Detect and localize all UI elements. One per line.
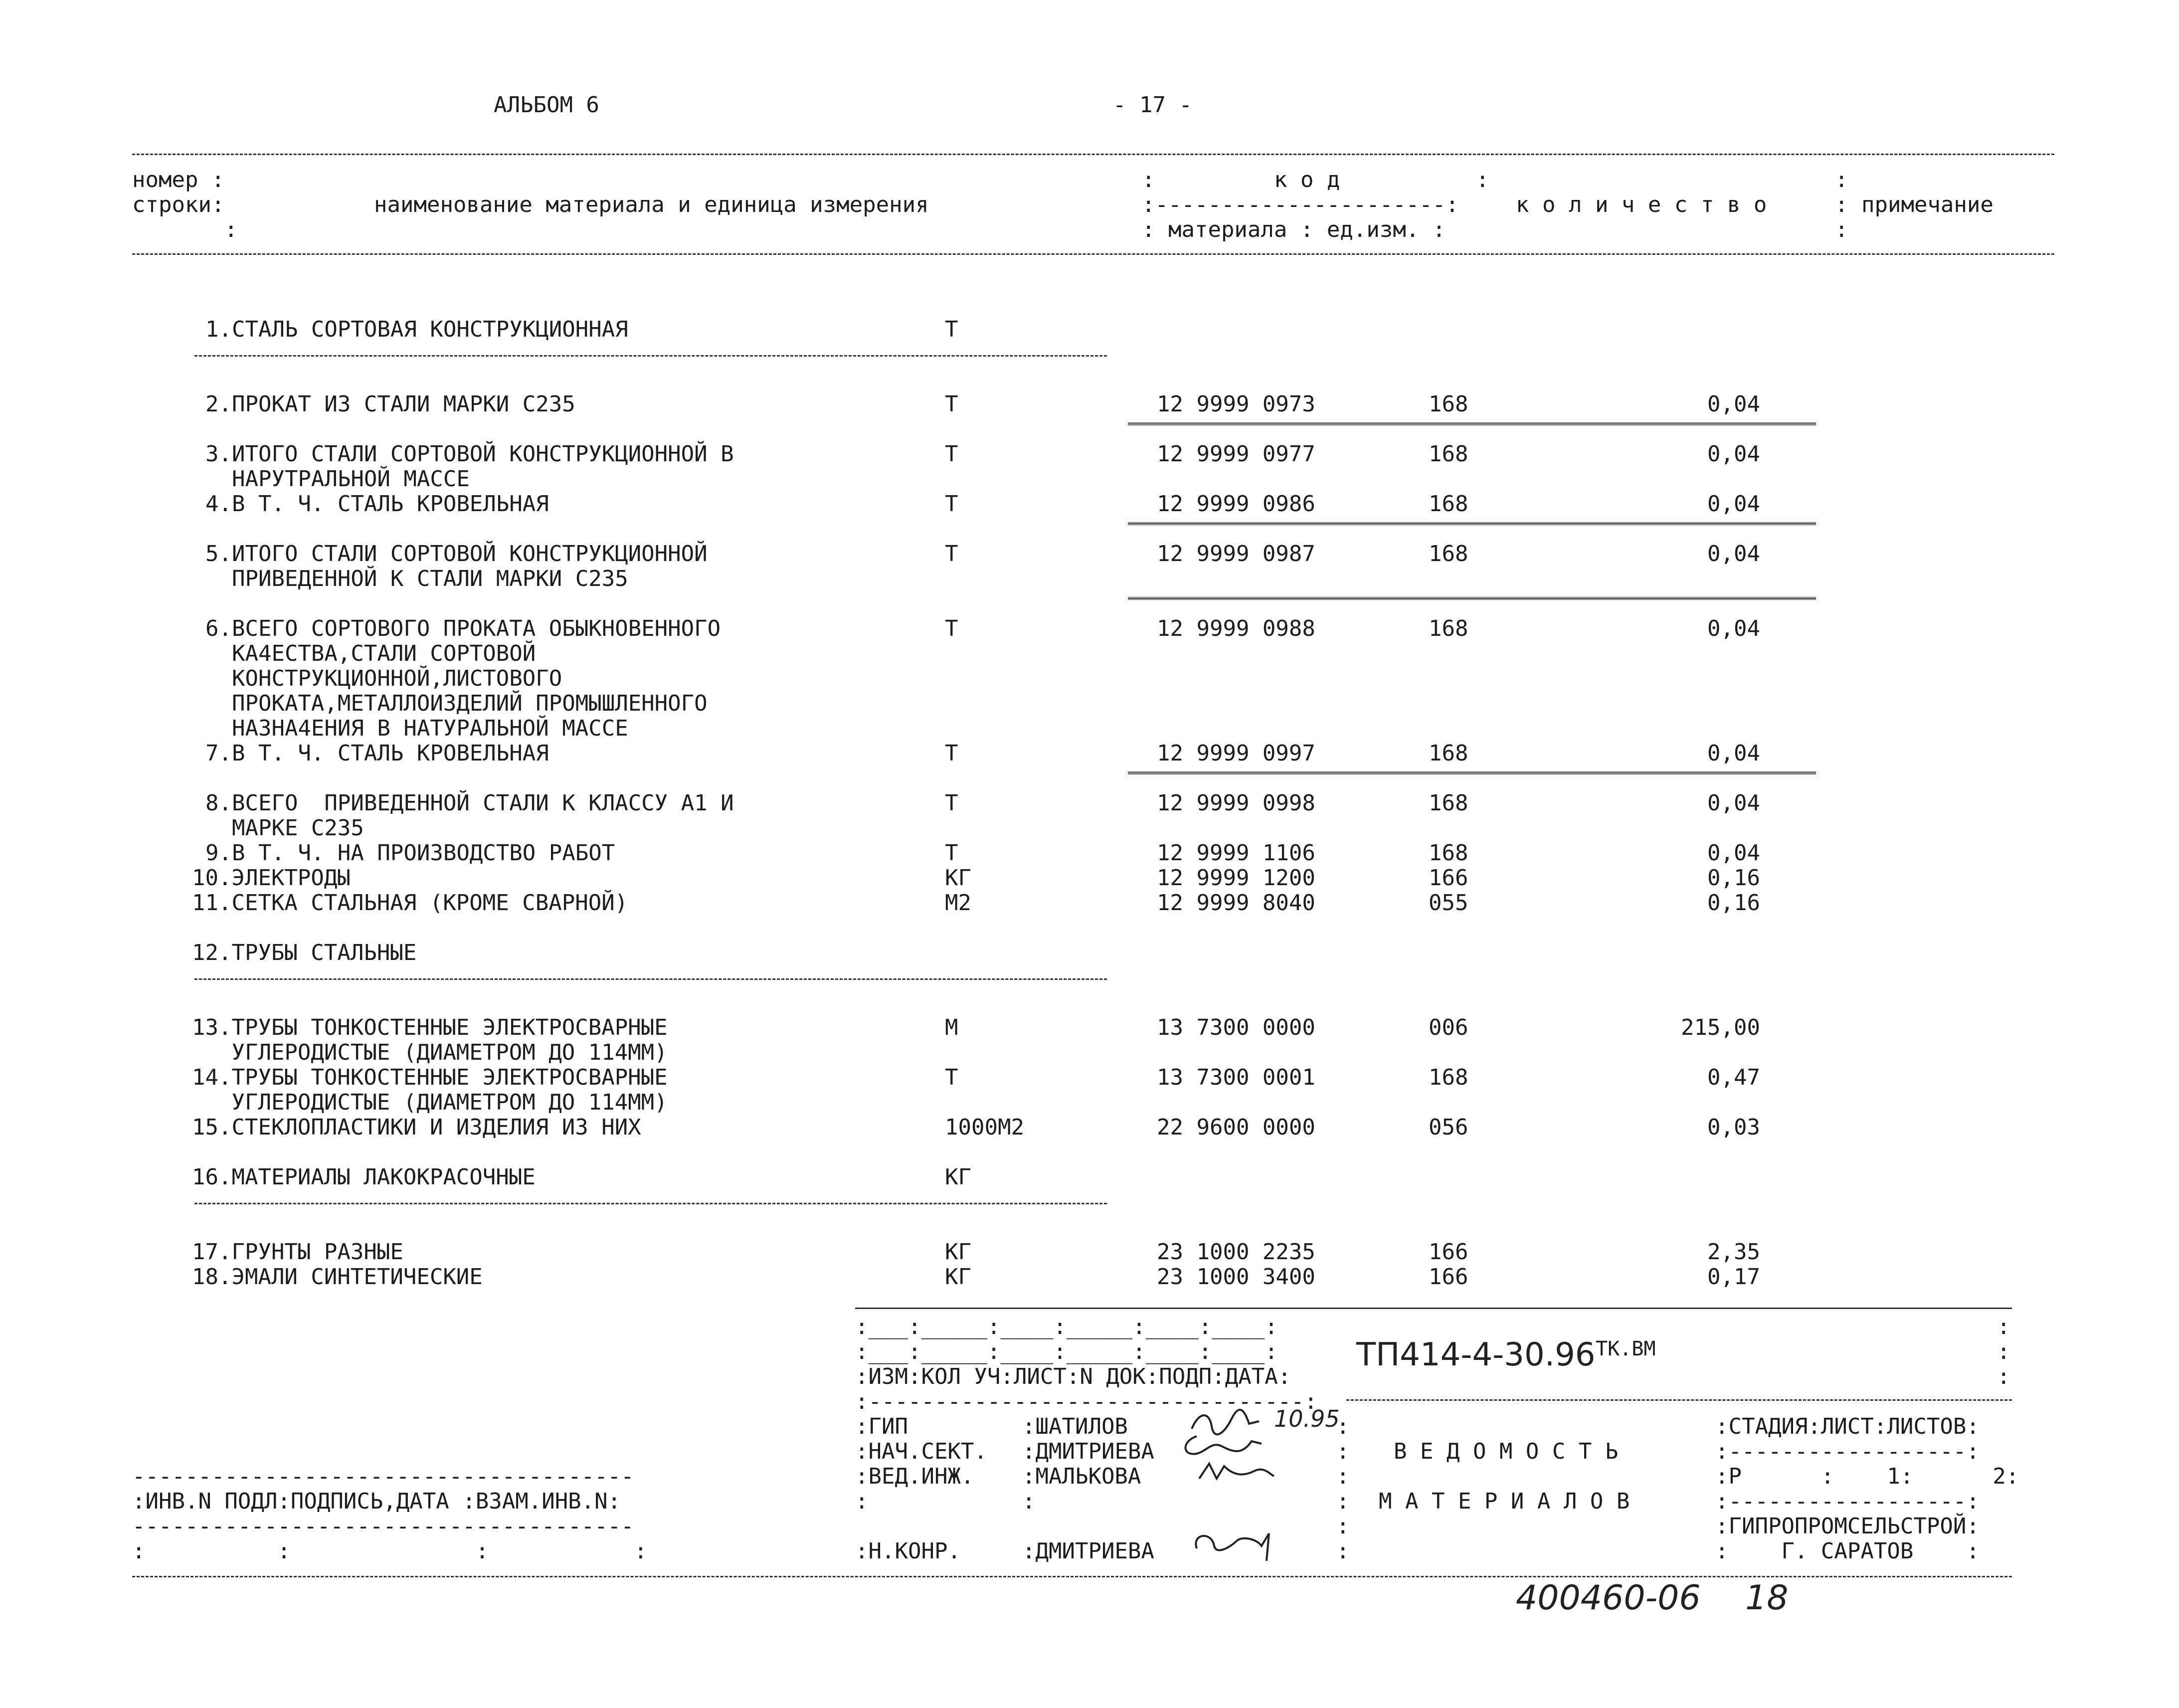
row-13-name: 13.ТРУБЫ ТОНКОСТЕННЫЕ ЭЛЕКТРОСВАРНЫЕ [192,1015,668,1040]
row-14-unit: Т [945,1065,958,1090]
stamp-mid-rule [1346,1399,2012,1401]
signature-control [1187,1523,1286,1563]
row-17-name: 17.ГРУНТЫ РАЗНЫЕ [192,1239,403,1265]
row-13-name-cont: УГЛЕРОДИСТЫЕ (ДИАМЕТРОМ ДО 114ММ) [192,1040,668,1065]
column-header-name: наименование материала и единица измерения [374,192,929,217]
doc-code-handwritten: ТП414-4-30.96 [1356,1336,1596,1373]
column-header-code-divider: :----------------------: [1142,192,1459,217]
stamp-role-gip: :ГИП [855,1414,908,1439]
row-2-name: 2.ПРОКАТ ИЗ СТАЛИ МАРКИ С235 [205,391,575,417]
stamp-name-lead: :МАЛЬКОВА [1022,1464,1141,1489]
row-14-name-cont: УГЛЕРОДИСТЫЕ (ДИАМЕТРОМ ДО 114ММ) [192,1090,668,1115]
row-18-name: 18.ЭМАЛИ СИНТЕТИЧЕСКИЕ [192,1264,483,1290]
stamp-right-colon-1: : [1997,1314,2010,1339]
signature-date: 10.95 [1274,1405,1340,1432]
row-13-unit-code: 006 [1429,1015,1468,1040]
row-15-unit: 1000М2 [945,1115,1024,1140]
stage-header: :СТАДИЯ:ЛИСТ:ЛИСТОВ: [1715,1414,1980,1439]
inventory-top-rule: -------------------------------------- [132,1464,634,1489]
row-8-quantity: 0,04 [1707,790,1760,816]
column-header-code: к о д [1274,167,1340,192]
stamp-role-lead: :ВЕД.ИНЖ. [855,1464,974,1489]
stamp-name-control: :ДМИТРИЕВА [1022,1538,1154,1564]
row-17-unit: КГ [945,1239,971,1265]
row-7-unit-code: 168 [1429,741,1468,766]
row-4-name: 4.В Т. Ч. СТАЛЬ КРОВЕЛЬНАЯ [205,491,549,517]
row-13-quantity: 215,00 [1681,1015,1760,1040]
row-9-unit: Т [945,840,958,866]
stamp-right-colon-2: : [1997,1339,2010,1364]
row-15-code: 22 9600 0000 [1157,1115,1315,1140]
row-4-quantity: 0,04 [1707,491,1760,517]
doc-code-suffix: ТК.ВМ [1596,1337,1656,1360]
row-9-unit-code: 168 [1429,840,1468,866]
row-5-unit-code: 168 [1429,541,1468,567]
album-label: АЛЬБОМ 6 [494,92,599,118]
row-10-name: 10.ЭЛЕКТРОДЫ [192,865,351,891]
row-4-code: 12 9999 0986 [1157,491,1315,517]
stamp-col-colon-3: : [1336,1464,1350,1489]
row-14-code: 13 7300 0001 [1157,1065,1315,1090]
inventory-empty-row: : : : : [132,1538,648,1564]
row-6-unit-code: 168 [1429,616,1468,641]
row-17-code: 23 1000 2235 [1157,1239,1315,1265]
row-13-unit: М [945,1015,958,1040]
stamp-blank-row-2: :___:_____:____:_____:____:____: [855,1339,1278,1364]
row-5-unit: Т [945,541,958,567]
row-11-unit-code: 055 [1429,890,1468,916]
row-7-name: 7.В Т. Ч. СТАЛЬ КРОВЕЛЬНАЯ [205,741,549,766]
row-16-unit: КГ [945,1164,971,1190]
total-rule-1 [1128,422,1816,425]
row-5-code: 12 9999 0987 [1157,541,1315,567]
group-divider-2 [194,978,1107,980]
row-8-unit: Т [945,790,958,816]
column-header-number-2: строки: [132,192,225,217]
row-9-quantity: 0,04 [1707,840,1760,866]
row-8-unit-code: 168 [1429,790,1468,816]
inventory-labels: :ИНВ.N ПОДЛ:ПОДПИСЬ,ДАТА :ВЗАМ.ИНВ.N: [132,1489,621,1514]
stamp-name-head: :ДМИТРИЕВА [1022,1439,1154,1464]
row-8-name-cont: МАРКЕ С235 [205,815,364,841]
header-bottom-rule [132,253,2054,255]
row-10-code: 12 9999 1200 [1157,865,1315,891]
row-2-unit-code: 168 [1429,391,1468,417]
column-header-number-1: номер : [132,167,225,192]
row-7-code: 12 9999 0997 [1157,741,1315,766]
column-header-number-3: : [224,217,238,242]
row-9-code: 12 9999 1106 [1157,840,1315,866]
row-17-quantity: 2,35 [1707,1239,1760,1265]
stamp-role-control: :Н.КОНР. [855,1538,961,1564]
row-5-name: 5.ИТОГО СТАЛИ СОРТОВОЙ КОНСТРУКЦИОННОЙ [205,541,708,567]
row-6-unit: Т [945,616,958,641]
row-15-name: 15.СТЕКЛОПЛАСТИКИ И ИЗДЕЛИЯ ИЗ НИХ [192,1115,641,1140]
column-header-code-sep-1: : [1142,167,1155,192]
row-6-name: 6.ВСЕГО СОРТОВОГО ПРОКАТА ОБЫКНОВЕННОГО [205,616,721,641]
row-3-name-cont: НАРУТРАЛЬНОЙ МАССЕ [205,466,470,492]
stamp-col-colon-2: : [1336,1439,1350,1464]
organization-name: :ГИПРОПРОМСЕЛЬСТРОЙ: [1715,1514,1980,1539]
group-divider-1 [194,355,1107,357]
total-rule-4 [1128,771,1816,774]
row-11-name: 11.СЕТКА СТАЛЬНАЯ (КРОМЕ СВАРНОЙ) [192,890,628,916]
row-6-name-cont-4: НАЗНА4ЕНИЯ В НАТУРАЛЬНОЙ МАССЕ [205,716,628,741]
stamp-right-colon-3: : [1997,1364,2010,1389]
row-3-name: 3.ИТОГО СТАЛИ СОРТОВОЙ КОНСТРУКЦИОННОЙ В [205,441,734,467]
stamp-col-colon-6: : [1336,1538,1350,1564]
stamp-name-blank: : [1022,1489,1036,1514]
row-3-unit: Т [945,441,958,467]
row-6-name-cont-1: КА4ЕСТВА,СТАЛИ СОРТОВОЙ [205,641,536,666]
column-header-note-sep-1: : [1835,167,1848,192]
stage-divider-2: :------------------: [1715,1489,1980,1514]
row-18-unit: КГ [945,1264,971,1290]
column-header-quantity: к о л и ч е с т в о [1516,192,1767,217]
row-6-name-cont-3: ПРОКАТА,МЕТАЛЛОИЗДЕЛИЙ ПРОМЫШЛЕННОГО [205,691,708,716]
row-11-unit: М2 [945,890,971,916]
column-header-note: : примечание [1835,192,1994,217]
row-18-unit-code: 166 [1429,1264,1468,1290]
row-1-unit: Т [945,317,958,342]
row-5-quantity: 0,04 [1707,541,1760,567]
row-14-name: 14.ТРУБЫ ТОНКОСТЕННЫЕ ЭЛЕКТРОСВАРНЫЕ [192,1065,668,1090]
row-8-code: 12 9999 0998 [1157,790,1315,816]
row-18-quantity: 0,17 [1707,1264,1760,1290]
row-1-name: 1.СТАЛЬ СОРТОВАЯ КОНСТРУКЦИОННАЯ [205,317,628,342]
row-6-code: 12 9999 0988 [1157,616,1315,641]
row-8-name: 8.ВСЕГО ПРИВЕДЕННОЙ СТАЛИ К КЛАССУ А1 И [205,790,734,816]
group-divider-3 [194,1203,1107,1204]
row-15-quantity: 0,03 [1707,1115,1760,1140]
row-4-unit-code: 168 [1429,491,1468,517]
stamp-change-header: :ИЗМ:КОЛ УЧ:ЛИСТ:N ДОК:ПОДП:ДАТА: [855,1364,1291,1389]
row-16-name: 16.МАТЕРИАЛЫ ЛАКОКРАСОЧНЫЕ [192,1164,536,1190]
document-title-1: В Е Д О М О С Т Ь [1394,1439,1619,1464]
stage-divider-1: :------------------: [1715,1439,1980,1464]
row-6-name-cont-2: КОНСТРУКЦИОННОЙ,ЛИСТОВОГО [205,666,562,691]
total-rule-2 [1128,522,1816,525]
row-2-quantity: 0,04 [1707,391,1760,417]
column-header-code-sub: : материала : ед.изм. : [1142,217,1446,242]
stamp-col-colon-4: : [1336,1489,1350,1514]
stamp-col-colon-5: : [1336,1514,1350,1539]
row-13-code: 13 7300 0000 [1157,1015,1315,1040]
page-bottom-rule [132,1576,2012,1577]
row-15-unit-code: 056 [1429,1115,1468,1140]
total-rule-3 [1128,597,1816,600]
row-7-unit: Т [945,741,958,766]
organization-city: : Г. САРАТОВ : [1715,1538,1980,1564]
row-6-quantity: 0,04 [1707,616,1760,641]
row-3-unit-code: 168 [1429,441,1468,467]
row-14-unit-code: 168 [1429,1065,1468,1090]
row-7-quantity: 0,04 [1707,741,1760,766]
row-12-name: 12.ТРУБЫ СТАЛЬНЫЕ [192,940,417,965]
handwritten-sheet-number: 18 [1745,1578,1789,1618]
row-4-unit: Т [945,491,958,517]
stamp-role-blank: : [855,1489,869,1514]
handwritten-archive-number: 400460-06 [1516,1578,1701,1618]
row-2-unit: Т [945,391,958,417]
row-2-code: 12 9999 0973 [1157,391,1315,417]
inventory-mid-rule: -------------------------------------- [132,1514,634,1539]
row-11-quantity: 0,16 [1707,890,1760,916]
row-14-quantity: 0,47 [1707,1065,1760,1090]
row-3-code: 12 9999 0977 [1157,441,1315,467]
row-11-code: 12 9999 8040 [1157,890,1315,916]
stamp-col-colon-1: : [1336,1414,1350,1439]
row-17-unit-code: 166 [1429,1239,1468,1265]
page-number: - 17 - [1113,92,1192,118]
document-title-2: М А Т Е Р И А Л О В [1379,1489,1630,1514]
signature-lead [1194,1459,1279,1486]
stamp-role-head: :НАЧ.СЕКТ. [855,1439,987,1464]
signature-head [1177,1431,1271,1461]
stage-values: :Р : 1: 2: [1715,1464,2019,1489]
stamp-name-gip: :ШАТИЛОВ [1022,1414,1128,1439]
row-9-name: 9.В Т. Ч. НА ПРОИЗВОДСТВО РАБОТ [205,840,615,866]
row-3-quantity: 0,04 [1707,441,1760,467]
column-header-note-sep-3: : [1835,217,1848,242]
stamp-change-divider: :---------------------------------: [855,1389,1318,1414]
stamp-blank-row-1: :___:_____:____:_____:____:____: [855,1314,1278,1339]
row-10-unit: КГ [945,865,971,891]
row-18-code: 23 1000 3400 [1157,1264,1315,1290]
header-top-rule [132,154,2054,155]
row-5-name-cont: ПРИВЕДЕННОЙ К СТАЛИ МАРКИ С235 [205,566,628,591]
row-10-unit-code: 166 [1429,865,1468,891]
stamp-top-rule [855,1308,2012,1309]
row-10-quantity: 0,16 [1707,865,1760,891]
column-header-code-sep-2: : [1476,167,1489,192]
